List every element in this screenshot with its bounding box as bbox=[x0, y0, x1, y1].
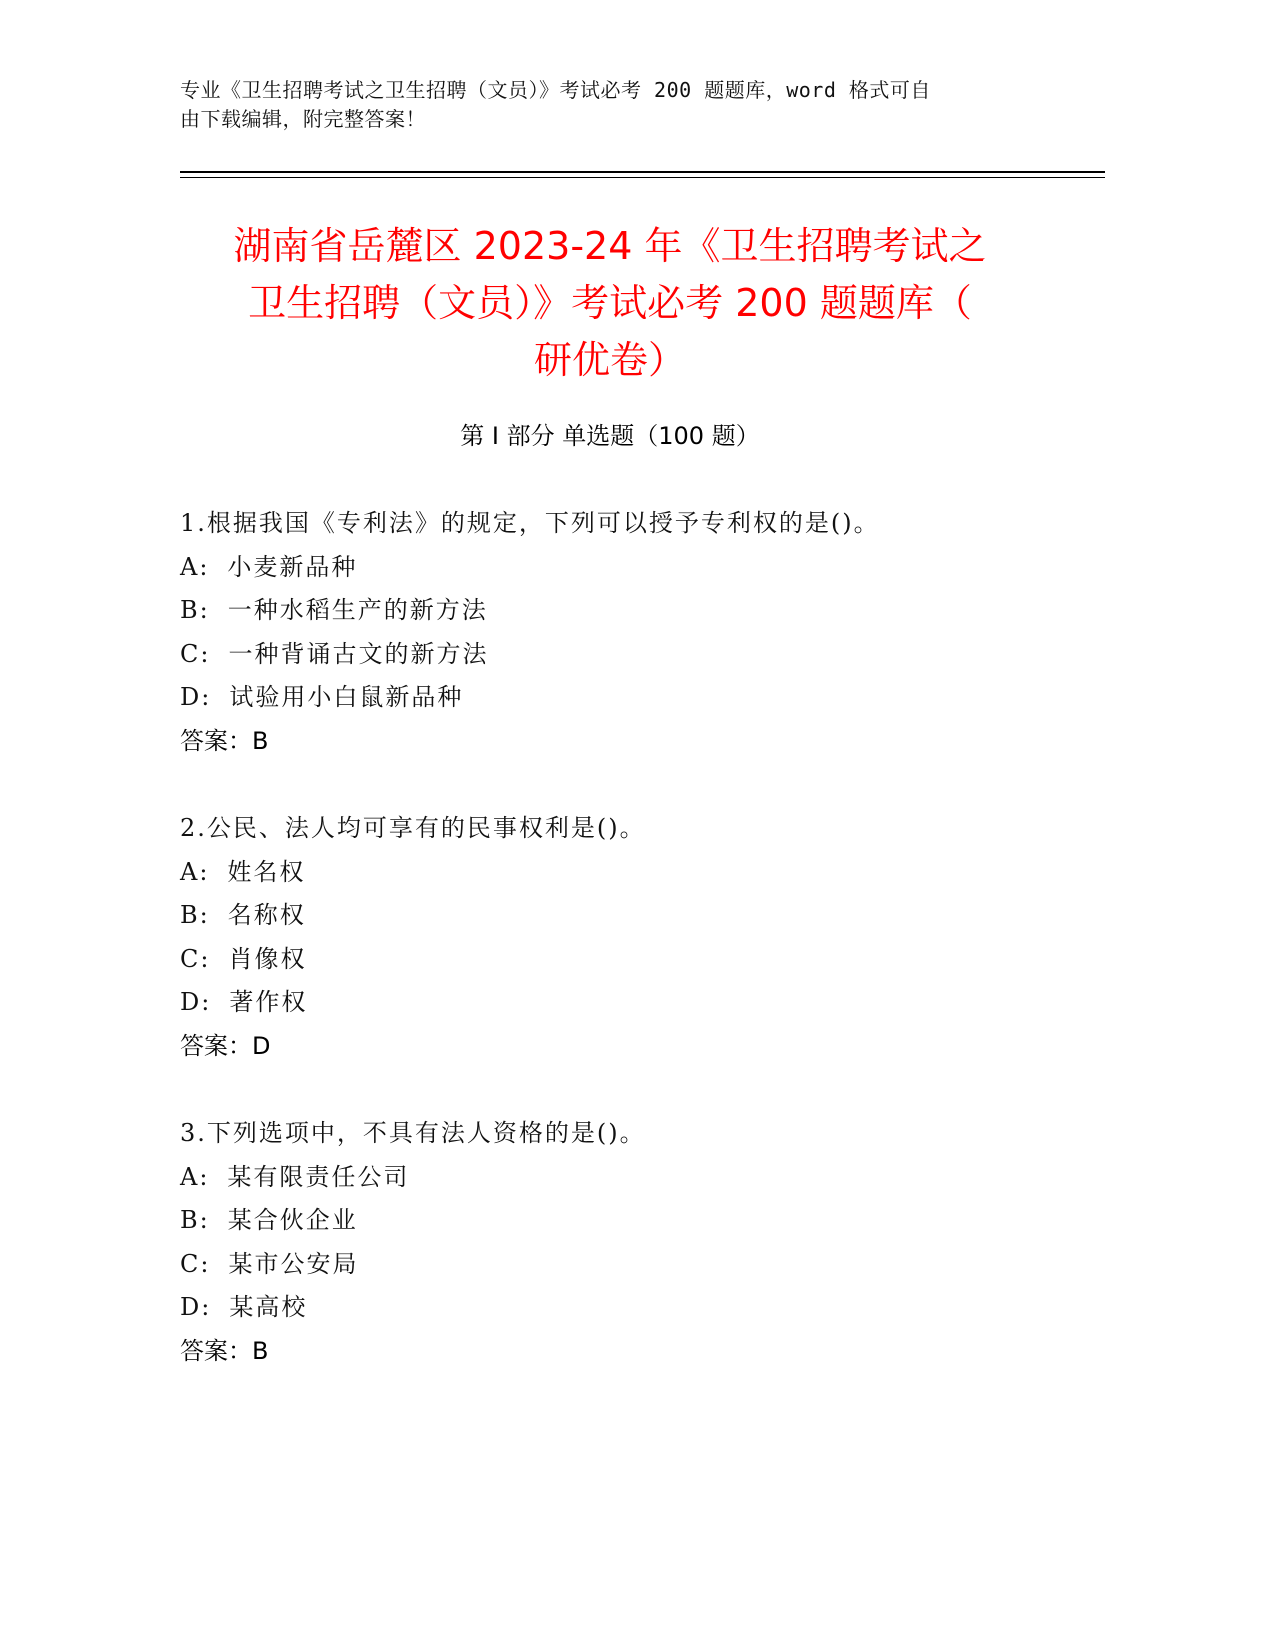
section-title: 第 I 部分 单选题（100 题） bbox=[460, 422, 760, 450]
question-3 bbox=[180, 1112, 1080, 1373]
option-letter: B: bbox=[180, 1206, 210, 1234]
option-letter: D: bbox=[180, 1293, 212, 1321]
option-text: 肖像权 bbox=[228, 944, 307, 973]
option-text: 名称权 bbox=[227, 901, 306, 929]
question-1 bbox=[180, 502, 1080, 763]
header-note-line-1: 专业《卫生招聘考试之卫生招聘（文员）》考试必考 200 题题库，word 格式可自 bbox=[180, 78, 931, 102]
option-letter: A: bbox=[180, 552, 210, 581]
header-note-line-2: 由下载编辑，附完整答案！ bbox=[180, 107, 426, 131]
option-text: 某有限责任公司 bbox=[227, 1162, 410, 1191]
option-text: 小麦新品种 bbox=[227, 552, 358, 581]
header-rule-thick bbox=[180, 171, 1105, 173]
title-line-3: 研优卷） bbox=[533, 338, 686, 382]
option-c bbox=[180, 938, 1080, 982]
option-d bbox=[180, 1286, 1080, 1330]
option-text: 某高校 bbox=[229, 1293, 308, 1321]
option-a bbox=[180, 851, 1080, 895]
question-answer: 答案：B bbox=[180, 726, 269, 755]
option-letter: B: bbox=[180, 901, 210, 929]
option-text: 某市公安局 bbox=[228, 1249, 359, 1278]
document-title bbox=[180, 218, 1040, 389]
option-text: 试验用小白鼠新品种 bbox=[229, 683, 464, 711]
option-d bbox=[180, 981, 1080, 1025]
option-text: 一种背诵古文的新方法 bbox=[228, 639, 489, 668]
option-b bbox=[180, 589, 1080, 633]
option-text: 姓名权 bbox=[227, 857, 306, 886]
question-2 bbox=[180, 807, 1080, 1068]
option-letter: B: bbox=[180, 596, 210, 624]
option-letter: A: bbox=[180, 857, 210, 886]
option-text: 一种水稻生产的新方法 bbox=[227, 596, 488, 624]
option-letter: C: bbox=[180, 1249, 211, 1278]
option-text: 著作权 bbox=[229, 988, 308, 1016]
option-letter: A: bbox=[180, 1162, 210, 1191]
option-letter: D: bbox=[180, 683, 212, 711]
header-rule-thin bbox=[180, 177, 1105, 178]
question-answer: 答案：D bbox=[180, 1031, 271, 1060]
option-text: 某合伙企业 bbox=[227, 1206, 358, 1234]
option-c bbox=[180, 1243, 1080, 1287]
option-a bbox=[180, 1156, 1080, 1200]
header-note bbox=[180, 76, 1030, 134]
question-stem: 2.公民、法人均可享有的民事权利是()。 bbox=[180, 814, 646, 842]
option-b bbox=[180, 1199, 1080, 1243]
question-stem: 3.下列选项中，不具有法人资格的是()。 bbox=[180, 1119, 646, 1147]
option-d bbox=[180, 676, 1080, 720]
title-line-2: 卫生招聘（文员）》考试必考 200 题题库（ bbox=[248, 281, 972, 325]
title-line-1: 湖南省岳麓区 2023-24 年《卫生招聘考试之 bbox=[233, 224, 987, 268]
option-b bbox=[180, 894, 1080, 938]
option-a bbox=[180, 546, 1080, 590]
question-answer: 答案：B bbox=[180, 1336, 269, 1365]
option-letter: C: bbox=[180, 944, 211, 973]
option-c bbox=[180, 633, 1080, 677]
question-stem: 1.根据我国《专利法》的规定，下列可以授予专利权的是()。 bbox=[180, 509, 880, 537]
option-letter: D: bbox=[180, 988, 212, 1016]
option-letter: C: bbox=[180, 639, 211, 668]
